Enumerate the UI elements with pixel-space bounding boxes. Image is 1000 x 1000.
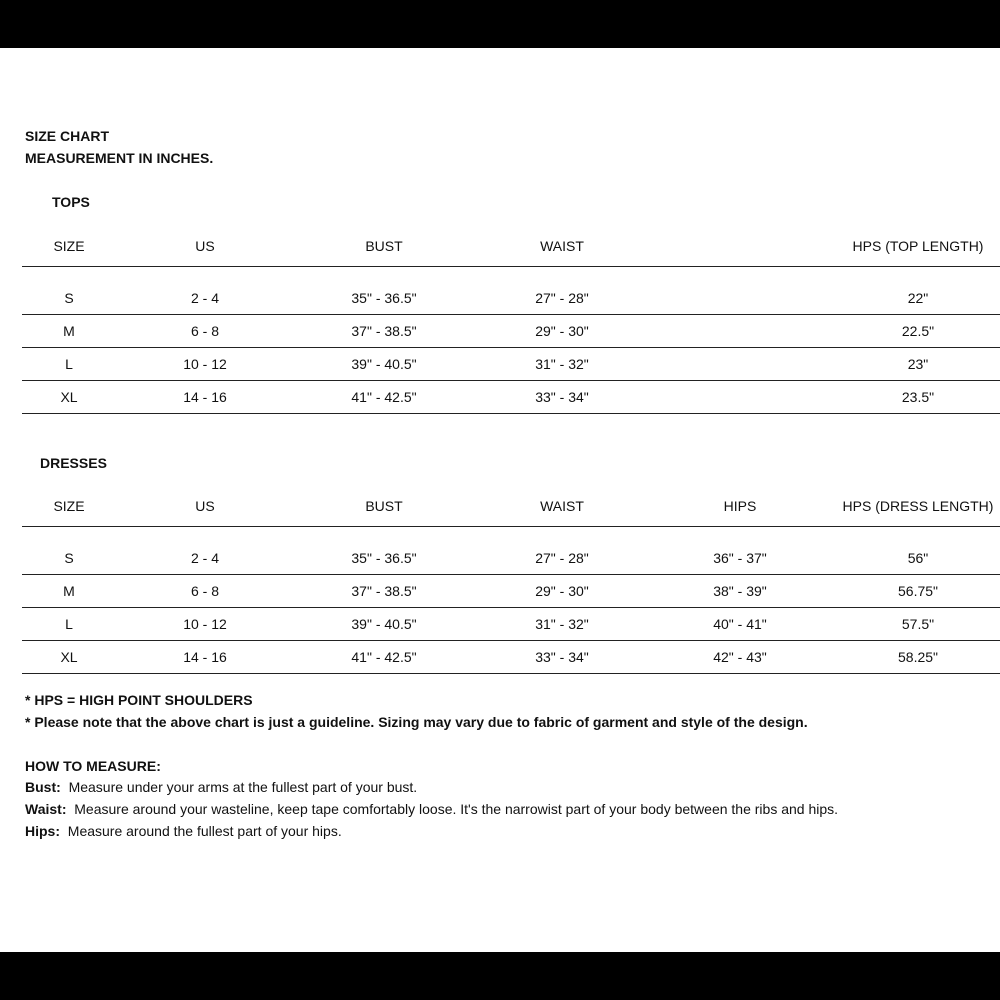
bottom-black-bar [0,952,1000,1000]
hps-cell: 23.5" [901,389,935,405]
tops-col-waist: WAIST [540,238,584,254]
bust-cell: 37" - 38.5" [351,583,417,599]
measure-text: Measure under your arms at the fullest part of your bust. [68,779,418,795]
dresses-col-hps: HPS (DRESS LENGTH) [842,498,994,514]
table-row [22,542,1000,575]
hps-note: * HPS = HIGH POINT SHOULDERS [25,692,253,708]
measure-waist-line [25,801,838,817]
us-cell: 6 - 8 [190,323,220,339]
tops-section-label: TOPS [52,194,90,210]
size-cell: S [64,550,74,566]
us-cell: 10 - 12 [183,356,227,372]
page-title: SIZE CHART [25,128,109,144]
bust-cell: 35" - 36.5" [351,550,417,566]
measure-text: Measure around your wasteline, keep tape comfortably loose. It's the narrowist part of your body between the ribs and hips. [74,801,839,817]
table-row [22,575,1000,608]
us-cell: 2 - 4 [190,290,220,306]
dresses-table [22,486,1000,674]
waist-cell: 29" - 30" [535,323,589,339]
hips-cell: 42" - 43" [713,649,767,665]
measure-text: Measure around the fullest part of your hips. [67,823,342,839]
hips-cell: 36" - 37" [713,550,767,566]
dresses-col-bust: BUST [365,498,403,514]
hps-cell: 22" [907,290,929,306]
bust-cell: 35" - 36.5" [351,290,417,306]
size-cell: L [65,616,73,632]
table-row [22,608,1000,641]
us-cell: 2 - 4 [190,550,220,566]
bust-cell: 39" - 40.5" [351,356,417,372]
us-cell: 14 - 16 [183,649,227,665]
hips-cell: 40" - 41" [713,616,767,632]
size-cell: XL [60,649,78,665]
guideline-note: * Please note that the above chart is just a guideline. Sizing may vary due to fabric of garment and style of the design. [25,714,808,730]
size-cell: XL [60,389,78,405]
dresses-section-label: DRESSES [40,455,107,471]
table-row [22,348,1000,381]
hps-cell: 56.75" [897,583,939,599]
dresses-col-size: SIZE [53,498,85,514]
table-row [22,641,1000,674]
tops-col-bust: BUST [365,238,403,254]
dresses-header-row [22,486,1000,527]
bust-cell: 39" - 40.5" [351,616,417,632]
table-row [22,315,1000,348]
tops-col-us: US [195,238,215,254]
page-subtitle: MEASUREMENT IN INCHES. [25,150,214,166]
hps-cell: 57.5" [901,616,935,632]
hips-cell: 38" - 39" [713,583,767,599]
hps-cell: 56" [907,550,929,566]
tops-table [22,226,1000,414]
us-cell: 10 - 12 [183,616,227,632]
measure-term: Waist: [25,801,67,817]
size-cell: M [63,583,75,599]
table-row [22,381,1000,414]
hps-cell: 22.5" [901,323,935,339]
us-cell: 14 - 16 [183,389,227,405]
bust-cell: 41" - 42.5" [351,389,417,405]
waist-cell: 31" - 32" [535,616,589,632]
waist-cell: 29" - 30" [535,583,589,599]
table-row [22,282,1000,315]
hps-cell: 58.25" [897,649,939,665]
tops-col-hps: HPS (TOP LENGTH) [852,238,984,254]
waist-cell: 31" - 32" [535,356,589,372]
dresses-col-us: US [195,498,215,514]
waist-cell: 33" - 34" [535,389,589,405]
dresses-col-hips: HIPS [723,498,757,514]
us-cell: 6 - 8 [190,583,220,599]
size-cell: L [65,356,73,372]
dresses-col-waist: WAIST [540,498,584,514]
tops-header-row [22,226,1000,267]
waist-cell: 27" - 28" [535,550,589,566]
waist-cell: 33" - 34" [535,649,589,665]
size-cell: M [63,323,75,339]
tops-col-size: SIZE [53,238,85,254]
how-to-measure-title: HOW TO MEASURE: [25,758,161,774]
measure-term: Bust: [25,779,61,795]
bust-cell: 41" - 42.5" [351,649,417,665]
size-cell: S [64,290,74,306]
measure-bust-line [25,779,417,795]
bust-cell: 37" - 38.5" [351,323,417,339]
waist-cell: 27" - 28" [535,290,589,306]
top-black-bar [0,0,1000,48]
hps-cell: 23" [907,356,929,372]
measure-term: Hips: [25,823,60,839]
measure-hips-line [25,823,342,839]
